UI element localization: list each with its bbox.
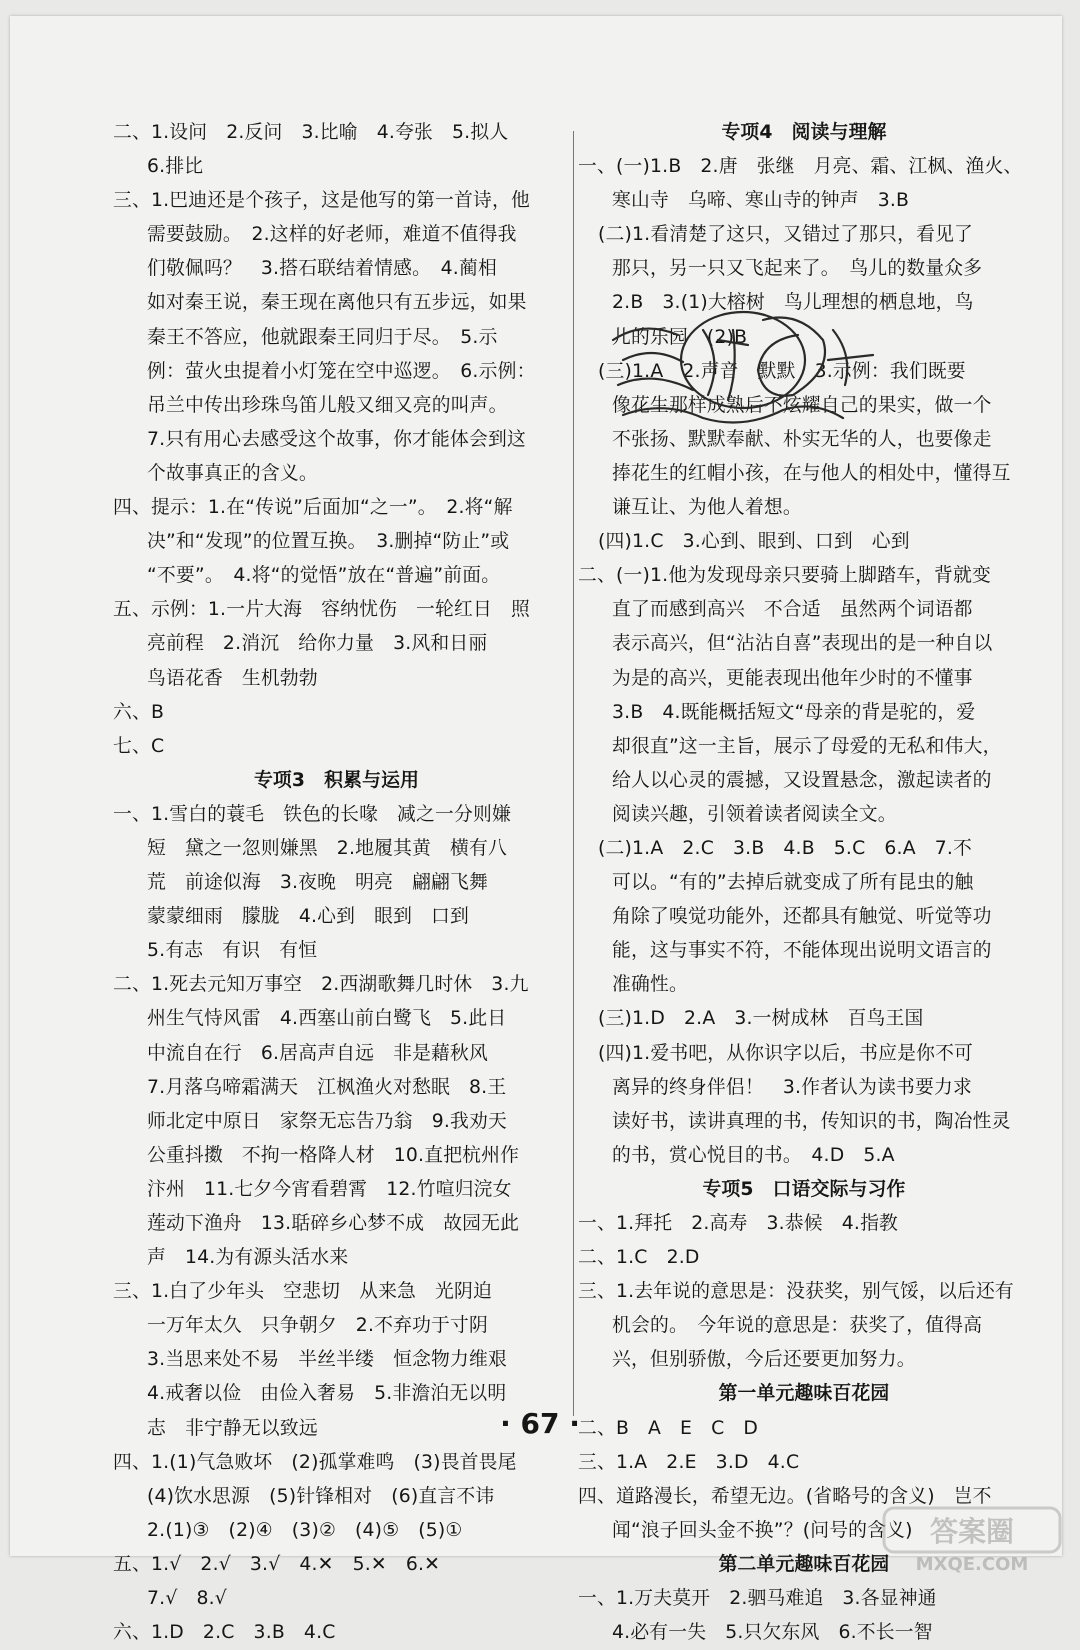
answer-line: 像花生那样成熟后不炫耀自己的果实，做一个 xyxy=(612,394,992,416)
section-heading: 专项4 阅读与理解 xyxy=(721,122,887,143)
answer-line: 给人以心灵的震撼，又设置悬念，激起读者的 xyxy=(612,769,992,791)
answer-line: 不张扬、默默奉献、朴实无华的人，也要像走 xyxy=(612,428,992,450)
answer-line: 闻“浪子回头金不换”？(问号的含义) xyxy=(612,1519,913,1541)
answer-line: 州生气恃风雷 4.西塞山前白鹭飞 5.此日 xyxy=(147,1008,507,1030)
answer-line: 读好书，读讲真理的书，传知识的书，陶冶性灵 xyxy=(612,1110,1011,1132)
answer-line: 阅读兴趣，引领着读者阅读全文。 xyxy=(612,803,897,825)
answer-line: 吊兰中传出珍珠鸟笛儿般又细又亮的叫声。 xyxy=(147,394,508,416)
answer-line: 一、1.拜托 2.高寿 3.恭候 4.指教 xyxy=(578,1213,899,1234)
answer-line: (二)1.A 2.C 3.B 4.B 5.C 6.A 7.不 xyxy=(598,837,973,859)
page-number: · 67 · xyxy=(500,1407,580,1440)
answer-line: 机会的。 今年说的意思是：获奖了，值得高 xyxy=(612,1315,983,1337)
answer-line: 鸟语花香 生机勃勃 xyxy=(147,667,318,689)
answer-line: 表示高兴，但“沾沾自喜”表现出的是一种自以 xyxy=(612,633,993,655)
answer-line: 六、1.D 2.C 3.B 4.C xyxy=(113,1622,336,1644)
answer-line: 2.(1)③ (2)④ (3)② (4)⑤ (5)① xyxy=(147,1519,463,1541)
section-heading: 专项3 积累与运用 xyxy=(253,769,420,791)
answer-line: 汴州 11.七夕今宵看碧霄 12.竹喧归浣女 xyxy=(147,1178,512,1200)
answer-line: 可以。“有的”去掉后就变成了所有昆虫的触 xyxy=(612,872,974,894)
answer-line: 荒 前途似海 3.夜晚 明亮 翩翩飞舞 xyxy=(147,872,488,894)
answer-line: 二、(一)1.他为发现母亲只要骑上脚踏车，背就变 xyxy=(578,565,991,587)
answer-line: 的书，赏心悦目的书。 4.D 5.A xyxy=(612,1144,895,1166)
answer-line: 儿的乐园 (2)B xyxy=(612,326,748,348)
answer-line: 决”和“发现”的位置互换。 3.删掉“防止”或 xyxy=(147,531,510,553)
answer-line: 为是的高兴，更能表现出他年少时的不懂事 xyxy=(612,667,973,689)
answer-line: 需要鼓励。 2.这样的好老师，难道不值得我 xyxy=(147,224,517,246)
answer-line: 七、C xyxy=(113,735,165,757)
handwritten-stamp xyxy=(583,300,883,440)
answer-line: (四)1.C 3.心到、眼到、口到 心到 xyxy=(598,531,910,553)
answer-line: 离异的终身伴侣！ 3.作者认为读书要力求 xyxy=(612,1076,972,1098)
answer-line: 7.√ 8.√ xyxy=(147,1588,227,1610)
answer-line: (三)1.A 2.声音 默默 3.示例：我们既要 xyxy=(598,360,966,382)
answer-line: (4)饮水思源 (5)针锋相对 (6)直言不讳 xyxy=(147,1485,495,1507)
answer-line: 一、1.万夫莫开 2.驷马难追 3.各显神通 xyxy=(578,1588,937,1610)
answer-line: 五、示例：1.一片大海 容纳忧伤 一轮红日 照 xyxy=(113,599,530,621)
section-heading: 第一单元趣味百花园 xyxy=(718,1383,890,1405)
answer-line: 一、(一)1.B 2.唐 张继 月亮、霜、江枫、渔火、 xyxy=(578,156,1023,178)
answer-line: 蒙蒙细雨 朦胧 4.心到 眼到 口到 xyxy=(147,906,470,928)
watermark-logo xyxy=(882,1506,1062,1576)
svg-text:MXQE.COM: MXQE.COM xyxy=(915,1554,1029,1575)
section-heading: 第二单元趣味百花园 xyxy=(718,1553,890,1575)
answer-line: 亮前程 2.消沉 给你力量 3.风和日丽 xyxy=(147,633,488,655)
answer-line: 四、提示：1.在“传说”后面加“之一”。 2.将“解 xyxy=(113,497,513,519)
answer-line: 3.B 4.既能概括短文“母亲的背是驼的，爱 xyxy=(612,701,976,723)
answer-line: 四、1.(1)气急败坏 (2)孤掌难鸣 (3)畏首畏尾 xyxy=(113,1451,517,1473)
column-divider xyxy=(573,131,574,1416)
answer-line: “不要”。 4.将“的觉悟”放在“普遍”前面。 xyxy=(147,565,501,587)
answer-line: 那只，另一只又飞起来了。 鸟儿的数量众多 xyxy=(612,258,983,280)
answer-line: 五、1.√ 2.√ 3.√ 4.✕ 5.✕ 6.✕ xyxy=(113,1553,441,1575)
answer-line: 例：萤火虫提着小灯笼在空中巡逻。 6.示例： xyxy=(147,360,536,382)
answer-line: 六、B xyxy=(113,701,165,723)
answer-line: 三、1.去年说的意思是：没获奖，别气馁，以后还有 xyxy=(578,1281,1014,1303)
answer-line: 2.B 3.(1)大榕树 鸟儿理想的栖息地，鸟 xyxy=(612,292,974,314)
answer-line: 志 非宁静无以致远 xyxy=(147,1417,318,1439)
answer-line: 5.有志 有识 有恒 xyxy=(147,940,318,962)
answer-line: 二、1.C 2.D xyxy=(578,1247,700,1269)
answer-line: 兴，但别骄傲，今后还要更加努力。 xyxy=(612,1349,916,1371)
answer-line: 4.戒奢以俭 由俭入奢易 5.非澹泊无以明 xyxy=(147,1383,507,1405)
answer-line: 7.月落乌啼霜满天 江枫渔火对愁眠 8.王 xyxy=(147,1076,507,1098)
answer-line: 二、B A E C D xyxy=(578,1417,759,1439)
svg-text:答案圈: 答案圈 xyxy=(929,1515,1015,1548)
answer-line: 个故事真正的含义。 xyxy=(147,462,318,484)
answer-line: (四)1.爱书吧，从你识字以后，书应是你不可 xyxy=(598,1042,974,1064)
answer-line: 二、1.死去元知万事空 2.西湖歌舞几时休 3.九 xyxy=(113,974,529,996)
answer-line: 捧花生的红帽小孩，在与他人的相处中，懂得互 xyxy=(612,462,1011,484)
answer-line: 寒山寺 乌啼、寒山寺的钟声 3.B xyxy=(612,190,910,212)
answer-line: 如对秦王说，秦王现在离他只有五步远，如果 xyxy=(147,292,527,314)
answer-line: 们敬佩吗？ 3.搭石联结着情感。 4.蔺相 xyxy=(147,258,497,280)
answer-line: 一、1.雪白的蓑毛 铁色的长喙 减之一分则嫌 xyxy=(113,803,511,825)
answer-line: 却很直”这一主旨，展示了母爱的无私和伟大， xyxy=(612,735,1002,757)
answer-line: 准确性。 xyxy=(612,974,688,996)
answer-line: 角除了嗅觉功能外，还都具有触觉、听觉等功 xyxy=(612,906,992,928)
answer-line: (三)1.D 2.A 3.一树成林 百鸟王国 xyxy=(598,1008,924,1030)
answer-line: 7.只有用心去感受这个故事，你才能体会到这 xyxy=(147,428,526,450)
answer-line: 师北定中原日 家祭无忘告乃翁 9.我劝天 xyxy=(147,1110,507,1132)
answer-line: 声 14.为有源头活水来 xyxy=(147,1247,349,1269)
answer-line: 三、1.巴迪还是个孩子，这是他写的第一首诗，他 xyxy=(113,190,530,212)
answer-line: 三、1.白了少年头 空悲切 从来急 光阴迫 xyxy=(113,1281,492,1303)
section-heading: 专项5 口语交际与习作 xyxy=(702,1178,906,1200)
answer-line: (二)1.看清楚了这只，又错过了那只，看见了 xyxy=(598,224,974,246)
answer-line: 直了而感到高兴 不合适 虽然两个词语都 xyxy=(612,599,973,621)
answer-line: 莲动下渔舟 13.聒碎乡心梦不成 故园无此 xyxy=(147,1213,520,1234)
answer-line: 秦王不答应，他就跟秦王同归于尽。 5.示 xyxy=(147,326,498,348)
answer-line: 短 黛之一忽则嫌黑 2.地履其黄 横有八 xyxy=(147,837,507,859)
answer-line: 3.当思来处不易 半丝半缕 恒念物力维艰 xyxy=(147,1349,507,1371)
answer-line: 谦互让、为他人着想。 xyxy=(612,497,802,519)
answer-line: 公重抖擞 不拘一格降人材 10.直把杭州作 xyxy=(147,1144,520,1166)
answer-line: 4.必有一失 5.只欠东风 6.不长一智 xyxy=(612,1622,933,1644)
answer-line: 四、道路漫长，希望无边。(省略号的含义) 岂不 xyxy=(578,1485,992,1507)
answer-line: 一万年太久 只争朝夕 2.不弃功于寸阴 xyxy=(147,1315,488,1337)
answer-line: 三、1.A 2.E 3.D 4.C xyxy=(578,1451,800,1473)
answer-line: 6.排比 xyxy=(147,156,204,178)
answer-line: 中流自在行 6.居高声自远 非是藉秋风 xyxy=(147,1042,488,1064)
answer-line: 能，这与事实不符，不能体现出说明文语言的 xyxy=(612,940,992,962)
answer-line: 二、1.设问 2.反问 3.比喻 4.夸张 5.拟人 xyxy=(113,122,509,143)
